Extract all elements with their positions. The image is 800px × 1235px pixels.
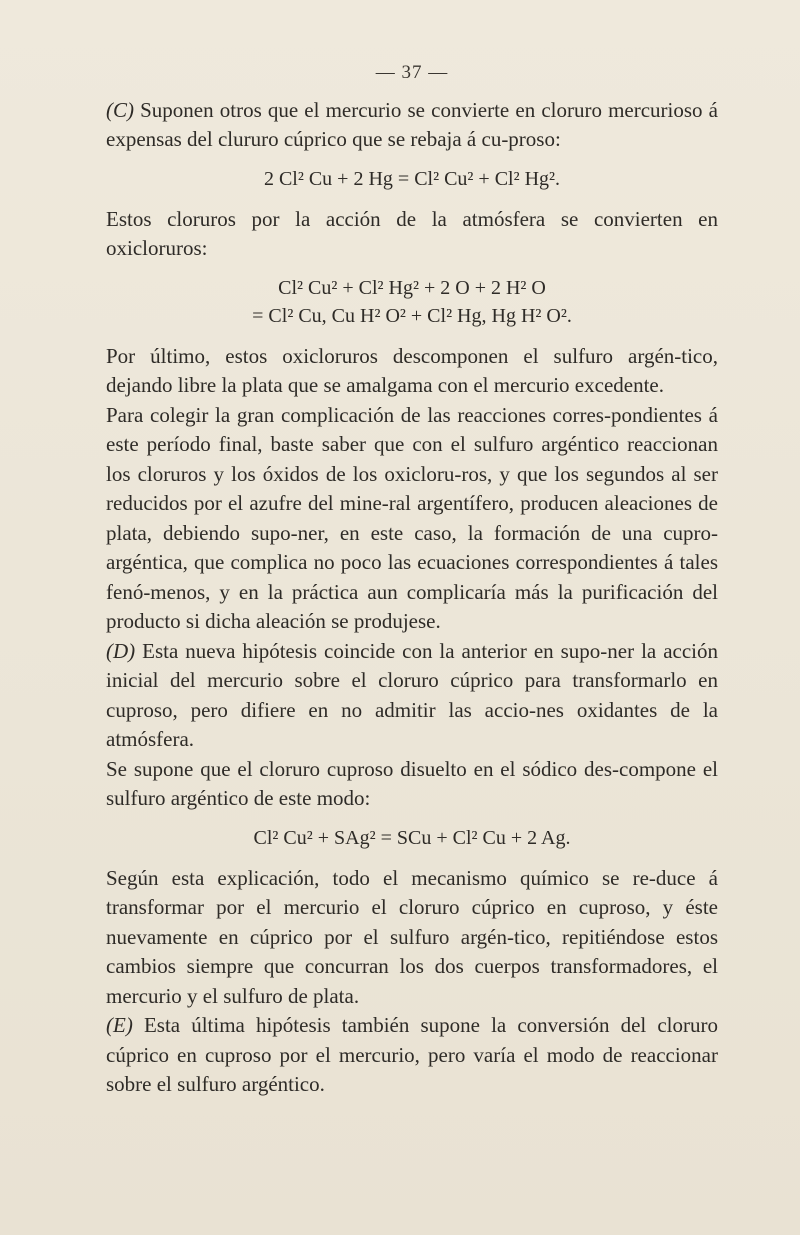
paragraph-d-text: Esta nueva hipótesis coincide con la anterior en supo-ner la acción inicial del mercurio sobre el cloruro cúprico para transformarlo en cuproso, pero difiere en no admitir las accio-nes oxidantes de la atmósfera. (106, 638, 719, 751)
paragraph-c (106, 96, 718, 155)
formula-2-line-1: Cl² Cu² + Cl² Hg² + 2 O + 2 H² O (278, 276, 546, 299)
formula-1: 2 Cl² Cu + 2 Hg = Cl² Cu² + Cl² Hg². (263, 167, 561, 190)
paragraph-c-text: Suponen otros que el mercurio se convierte en cloruro mercurioso á expensas del clururo cúprico que se rebaja á cu-proso: (106, 97, 718, 151)
paragraph-d (106, 637, 718, 755)
section-letter-d: (D) (106, 638, 136, 663)
paragraph-se-supone: Se supone que el cloruro cuproso disuelto en el sódico des-compone el sulfuro argéntico de este modo: (106, 756, 718, 810)
paragraph-oxicloruros: Estos cloruros por la acción de la atmósfera se convierten en oxicloruros: (106, 206, 718, 260)
paragraph-para-colegir: Para colegir la gran complicación de las reacciones corres-pondientes á este período final, baste saber que con el sulfuro argéntico reaccionan los cloruros y los óxidos de los oxicloru-ros, y que los segundos al ser reducidos por el azufre del mine-ral argentífero, producen aleaciones de plata, debiendo supo-ner, en este caso, la formación de una cupro-argéntica, que complica no poco las ecuaciones correspondientes á tales fenó-menos, y en la práctica aun complicaría más la purificación del producto si dicha aleación se produjese. (106, 402, 718, 633)
paragraph-segun: Según esta explicación, todo el mecanismo químico se re-duce á transformar por el mercurio el cloruro cúprico en cuproso, y éste nuevamente en cúprico por el sulfuro argén-tico, repitiéndose estos cambios siempre que concurran los dos cuerpos transformadores, el mercurio y el sulfuro de plata. (106, 865, 718, 1008)
paragraph-e (106, 1011, 718, 1100)
formula-3: Cl² Cu² + SAg² = SCu + Cl² Cu + 2 Ag. (253, 826, 571, 849)
page-number: — 37 — (375, 62, 449, 83)
paragraph-por-ultimo: Por último, estos oxicloruros descomponen el sulfuro argén-tico, dejando libre la plata que se amalgama con el mercurio excedente. (106, 343, 718, 397)
paragraph-e-text: Esta última hipótesis también supone la conversión del cloruro cúprico en cuproso por el mercurio, pero varía el modo de reaccionar sobre el sulfuro argéntico. (106, 1013, 718, 1096)
section-letter-c: (C) (106, 97, 134, 122)
formula-2-line-2: = Cl² Cu, Cu H² O² + Cl² Hg, Hg H² O². (252, 304, 572, 327)
section-letter-e: (E) (106, 1013, 133, 1037)
page-body (106, 58, 718, 1100)
